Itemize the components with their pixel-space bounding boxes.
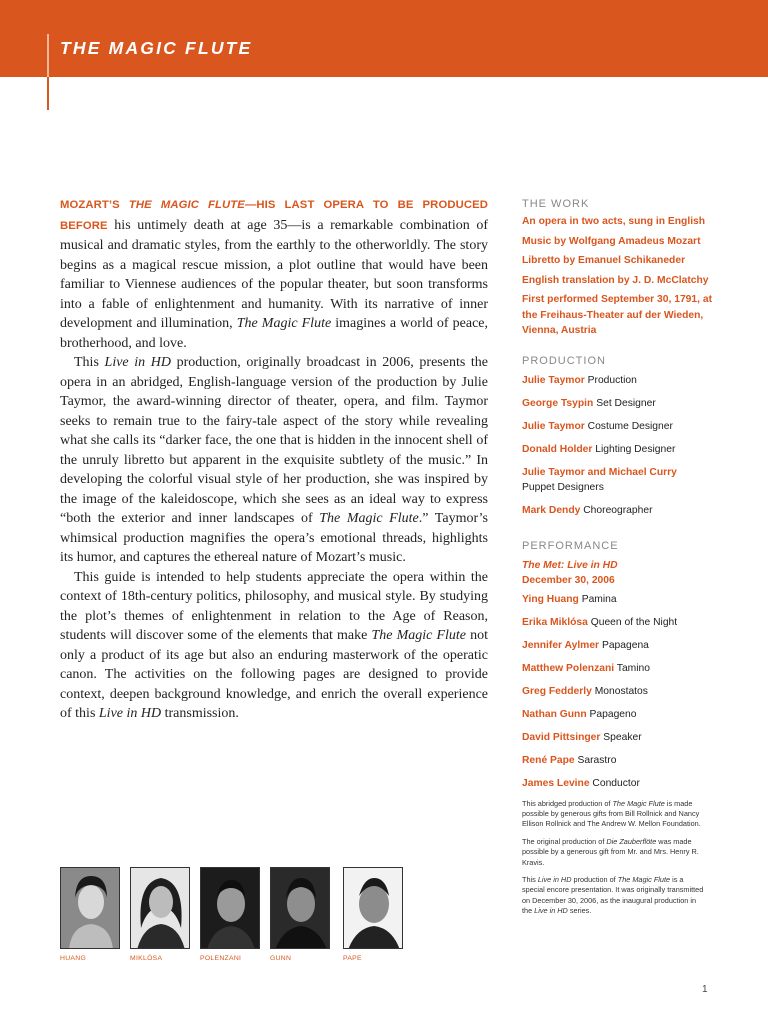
p1-title: The Magic Flute — [236, 316, 332, 331]
p2-text-c: .” Taymor’s whimsical production magnifies the opera’s emotional threads, highlights its humor, and captures the ethereal nature of Mozart’s music. — [60, 511, 488, 565]
paragraph-2 — [60, 353, 488, 568]
credit-role: Papageno — [589, 708, 637, 720]
work-heading: THE WORK — [522, 198, 590, 210]
p1-text-b: imagines a world of peace, brotherhood, and love. — [60, 316, 488, 351]
production-credit — [522, 503, 742, 518]
cast-credit — [522, 638, 742, 653]
p3-text-a: This guide is intended to help students appreciate the opera within the context of 18th-century politics, philosophy, and musical style. By studying the plot’s themes of enlightenment in relation to the Age of Reason, students will discover some of the elements that make — [60, 569, 488, 643]
note-italic: The Magic Flute — [612, 798, 665, 808]
work-line: Music by Wolfgang Amadeus Mozart — [522, 235, 701, 247]
portrait-pape — [343, 867, 403, 949]
production-credit — [522, 465, 742, 495]
header-rule-highlight — [47, 34, 49, 77]
credit-role: Pamina — [581, 593, 617, 605]
cast-credit — [522, 776, 742, 791]
credit-role: Choreographer — [583, 504, 653, 516]
cast-credit — [522, 615, 742, 630]
note-text: is made possible by generous gifts from Bill Rollnick and Nancy Ellison Rollnick and The Andrew W. Mellon Foundation. — [522, 798, 701, 829]
note-text: series. — [567, 906, 592, 916]
cast-credit — [522, 684, 742, 699]
note-3 — [522, 875, 707, 917]
credit-name: Matthew Polenzani — [522, 662, 615, 674]
credit-name: Mark Dendy — [522, 504, 581, 516]
credit-role: Puppet Designers — [522, 481, 604, 493]
cast-credit — [522, 592, 742, 607]
credit-name: Julie Taymor and Michael Curry — [522, 466, 677, 478]
credit-name: Donald Holder — [522, 443, 593, 455]
performance-heading: PERFORMANCE — [522, 539, 619, 552]
credit-role: Costume Designer — [587, 420, 673, 432]
sponsor-notes — [522, 799, 707, 917]
paragraph-1 — [60, 195, 488, 353]
work-line: An opera in two acts, sung in English — [522, 216, 706, 227]
p3-text-b: not only a product of its age but also an enduring masterwork of the operatic canon. The activities on the following pages are designed to provide context, deepen background knowledge, and enrich the overall experience of this — [60, 628, 488, 721]
page-title: THE MAGIC FLUTE — [60, 38, 253, 58]
photo-caption: POLENZANI — [200, 955, 242, 962]
note-italic: Live in HD — [534, 906, 568, 916]
lead-in-part-3: —HIS LAST OPERA TO BE PRODUCED BEFORE — [60, 199, 488, 232]
p2-italic-1: Live in HD — [104, 355, 172, 370]
performance-date: December 30, 2006 — [522, 574, 615, 586]
note-1 — [522, 799, 707, 830]
lead-in-part-1: MOZART’S — [60, 199, 129, 211]
sidebar — [522, 198, 742, 924]
note-text: This abridged production of — [522, 798, 613, 808]
photo-caption: MIKLÓSA — [130, 955, 163, 962]
credit-role: Tamino — [616, 662, 650, 674]
p3-italic-1: The Magic Flute — [371, 628, 466, 643]
credit-name: René Pape — [522, 754, 575, 766]
p3-text-c: transmission. — [161, 706, 239, 721]
production-credit — [522, 442, 742, 457]
credit-name: Nathan Gunn — [522, 708, 587, 720]
photo-caption: GUNN — [270, 955, 292, 962]
cast-credit — [522, 730, 742, 745]
cast-credit — [522, 753, 742, 768]
note-italic: Live in HD — [537, 874, 572, 884]
note-text: The original production of — [522, 836, 607, 846]
credit-name: Erika Miklósa — [522, 616, 588, 628]
header-banner — [0, 0, 768, 77]
note-italic: The Magic Flute — [617, 874, 671, 884]
portrait-gunn — [270, 867, 330, 949]
p2-text-a: This — [74, 355, 105, 370]
credit-role: Queen of the Night — [590, 616, 678, 628]
performance-title: The Met: Live in HD — [522, 559, 618, 571]
work-line: First performed September 30, 1791, at the Freihaus-Theater auf der Wieden, Vienna, Austria — [522, 294, 712, 336]
credit-name: James Levine — [522, 777, 590, 789]
credit-role: Monostatos — [594, 685, 648, 697]
production-credit — [522, 373, 742, 388]
lead-in-title: THE MAGIC FLUTE — [128, 199, 245, 211]
portrait-miklosa — [130, 867, 190, 949]
note-text: is a special encore presentation. It was originally transmitted on December 30, 2006, as the inaugural production in the — [522, 874, 704, 916]
credit-name: Greg Fedderly — [522, 685, 592, 697]
note-text: production of — [571, 874, 618, 884]
credit-role: Speaker — [603, 731, 642, 743]
cast-credit — [522, 661, 742, 676]
portrait-polenzani — [200, 867, 260, 949]
p2-text-b: production, originally broadcast in 2006, presents the opera in an abridged, English-language version of the production by Julie Taymor, the award-winning director of theater, opera, and film. Taymor seeks to remain true to the fairy-tale aspect of the story while revealing what she calls its “darker face, the one that is hidden in the innocent shell of the unruly libretto but apparent in the exquisite subtlety of the music.” In developing the colorful visual style of her production, she was inspired by the image of the kaleidoscope, which she sees as an ideal way to express “both the exterior and inner landscapes of — [60, 355, 489, 526]
credit-role: Lighting Designer — [595, 443, 676, 455]
intro-text — [60, 195, 488, 724]
credit-name: Ying Huang — [522, 593, 579, 605]
credit-role: Set Designer — [596, 397, 656, 409]
credit-name: Julie Taymor — [522, 420, 585, 432]
credit-role: Papagena — [601, 639, 649, 651]
credit-role: Production — [587, 374, 637, 386]
credit-role: Conductor — [592, 777, 640, 789]
production-credit — [522, 396, 742, 411]
note-text: This — [522, 874, 538, 884]
note-text: was made possible by a generous gift from Mr. and Mrs. Henry R. Kravis. — [522, 836, 699, 867]
note-2 — [522, 837, 707, 868]
p3-italic-2: Live in HD — [98, 706, 162, 721]
production-heading: PRODUCTION — [522, 354, 606, 367]
credit-name: David Pittsinger — [522, 731, 601, 743]
credit-name: Jennifer Aylmer — [522, 639, 600, 651]
work-line: Libretto by Emanuel Schikaneder — [522, 255, 686, 266]
note-italic: Die Zauberflöte — [606, 836, 657, 846]
credit-name: Julie Taymor — [522, 374, 585, 386]
p1-text-a: his untimely death at age 35—is a remarkable combination of musical and dramatic styles, from the earthly to the otherworldly. The story begins as a magical rescue mission, a plot outline that would have been familiar to Viennese audiences of the popular theater, but soon transforms into a fable of enlightenment and humanity. With its narrative of inner development and illumination, — [60, 217, 488, 331]
photo-caption: HUANG — [60, 955, 87, 962]
production-credit — [522, 419, 742, 434]
paragraph-3 — [60, 568, 488, 724]
page-number: 1 — [702, 984, 708, 995]
work-line: English translation by J. D. McClatchy — [522, 274, 709, 286]
p2-italic-2: The Magic Flute — [319, 511, 419, 526]
portrait-huang — [60, 867, 120, 949]
credit-role: Sarastro — [577, 754, 617, 766]
cast-credit — [522, 707, 742, 722]
credit-name: George Tsypin — [522, 397, 594, 409]
photo-caption: PAPE — [343, 955, 362, 962]
